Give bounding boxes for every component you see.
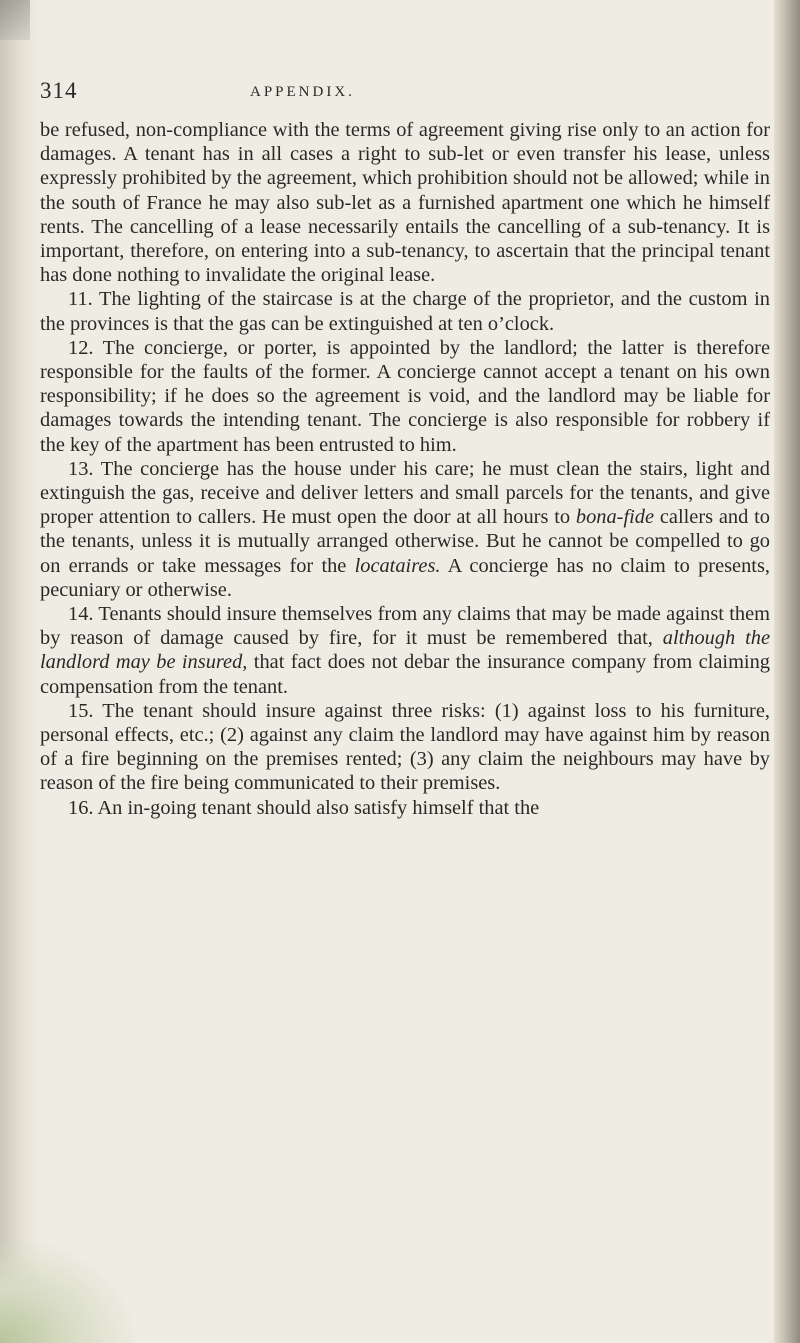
page-number: 314 (40, 78, 78, 103)
page-edge-left (0, 0, 40, 1343)
paragraph-13-part-2: callers and to the tenants, unless it is mutually arranged otherwise. But he cannot be compelled to go on errands or take messages for the (40, 506, 770, 577)
book-spine-shadow (774, 0, 800, 1343)
paragraph-13 (40, 457, 770, 602)
paragraph-13-part-3: A concierge has no claim to presents, pecuniary or otherwise. (40, 554, 770, 601)
paragraph-13-italic-locataires: locataires. (354, 554, 441, 577)
page-header (40, 70, 770, 118)
paragraph-12: 12. The concierge, or porter, is appointed by the landlord; the latter is therefore responsible for the faults of the former. A concierge cannot accept a tenant on his own responsibility; if he does so the agreement is void, and the landlord may be liable for damages towards the intending tenant. The concierge is also responsible for robbery if the key of the apartment has been entrusted to him. (40, 336, 770, 456)
paragraph-13-part-1: 13. The concierge has the house under his care; he must clean the stairs, light and extinguish the gas, receive and deliver letters and small parcels for the tenants, and give proper attention to callers. He must open the door at all hours to (40, 457, 770, 529)
running-title: APPENDIX. (250, 84, 355, 100)
body-text (40, 118, 770, 820)
paragraph-14-italic-phrase: although the landlord may be insured, (40, 627, 771, 674)
paragraph-11: 11. The lighting of the staircase is at the charge of the proprietor, and the custom in the provinces is that the gas can be extinguished at ten o’clock. (40, 288, 770, 335)
paragraph-14 (40, 602, 770, 699)
paragraph-continued: be refused, non-compliance with the terms of agreement giving rise only to an action for damages. A tenant has in all cases a right to sub-let or even transfer his lease, unless expressly prohibited by the agreement, which prohibition should not be allowed; while in the south of France he may also sub-let as a furnished apartment one which he himself rents. The cancelling of a lease necessarily entails the cancelling of a sub-tenancy. It is important, therefore, on entering into a sub-tenancy, to ascertain that the principal tenant has done nothing to invalidate the original lease. (40, 119, 770, 287)
page-content (40, 70, 770, 820)
paragraph-15: 15. The tenant should insure against three risks: (1) against loss to his furniture, personal effects, etc.; (2) against any claim the landlord may have against him by reason of a fire beginning on the premises rented; (3) any claim the neighbours may have by reason of the fire being communicated to their premises. (40, 699, 770, 795)
paragraph-16: 16. An in-going tenant should also satisfy himself that the (68, 796, 540, 819)
paragraph-14-part-1: 14. Tenants should insure themselves from any claims that may be made against them by reason of damage caused by fire, for it must be remembered that, (40, 603, 770, 650)
paragraph-14-part-2: that fact does not debar the insurance company from claiming compensation from the tenant. (40, 651, 770, 698)
page-stain-bottom-left (0, 1233, 140, 1343)
page-corner-fold (0, 0, 30, 40)
paragraph-13-italic-bona-fide: bona-fide (575, 506, 655, 529)
